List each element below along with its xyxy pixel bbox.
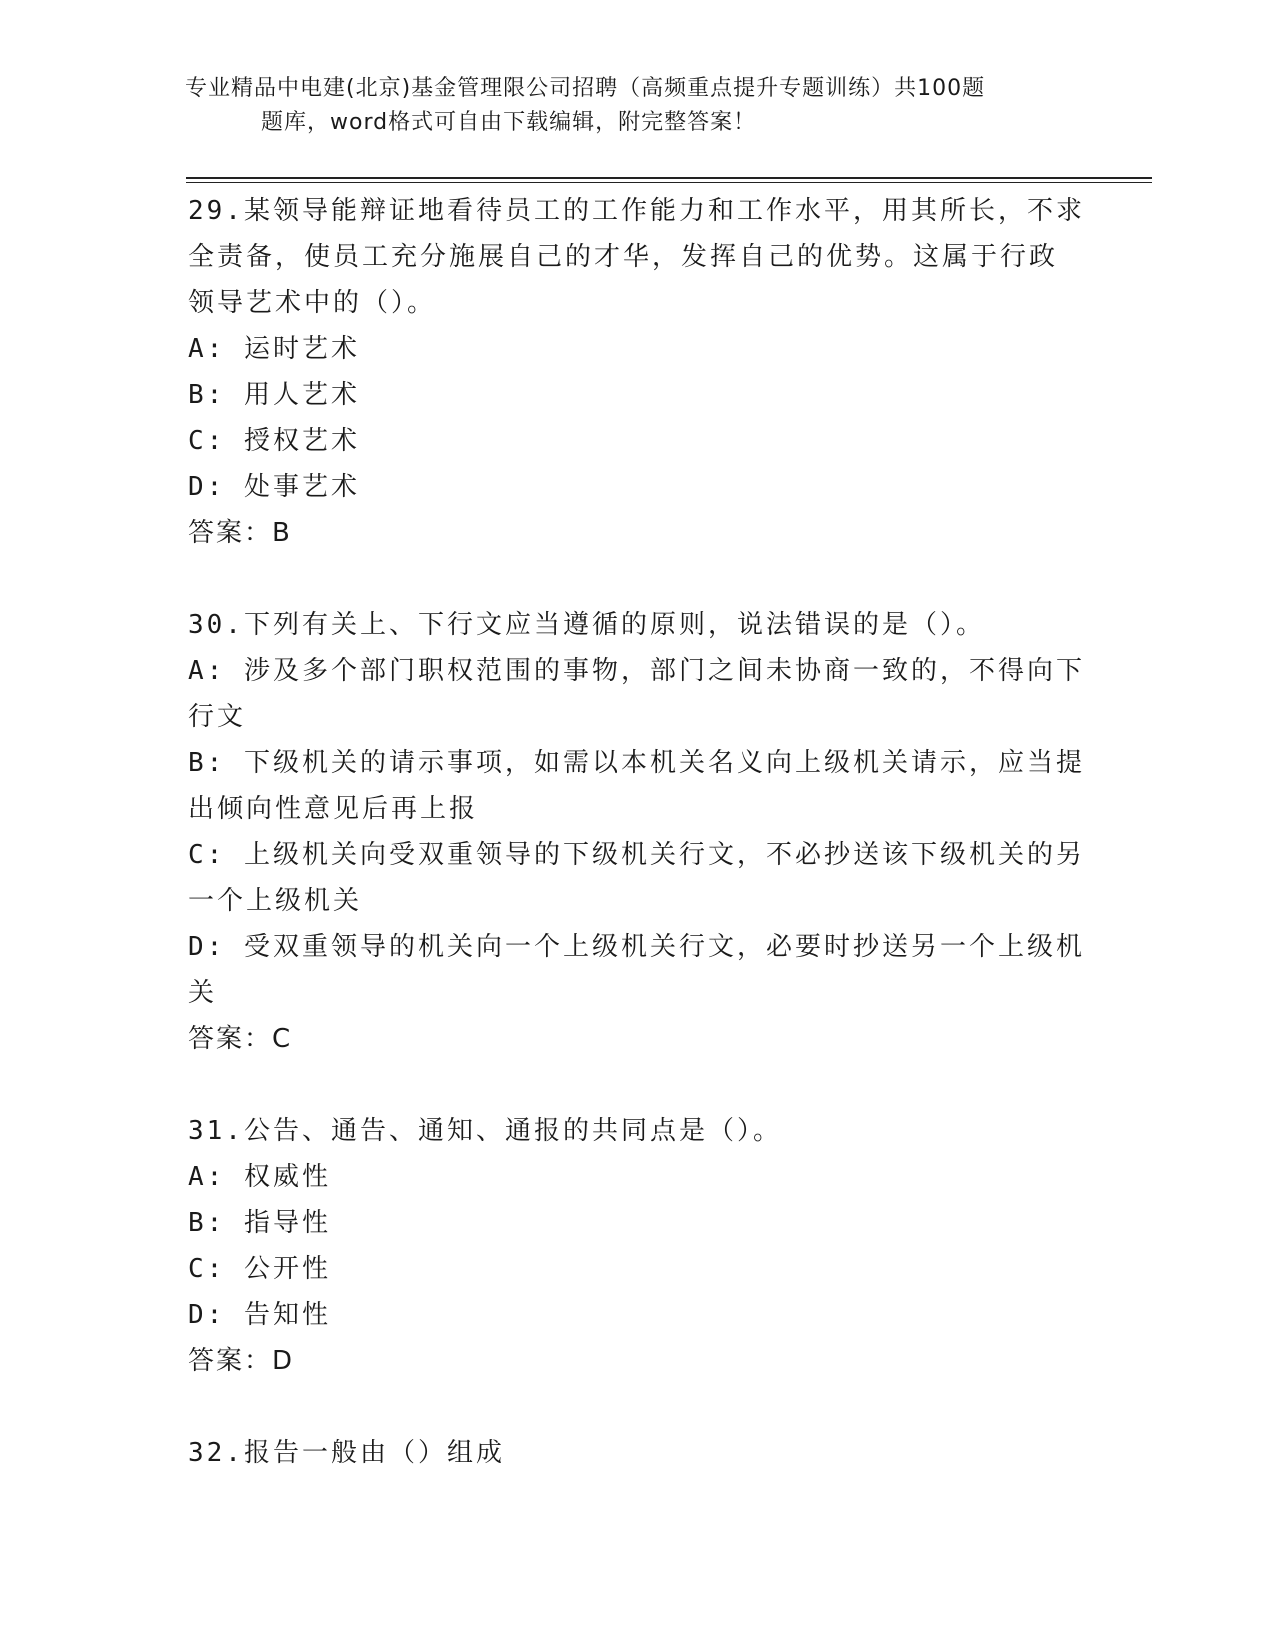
answer-option-line: 行文 xyxy=(188,702,247,732)
question-stem-line: 31.公告、通告、通知、通报的共同点是（）。 xyxy=(188,1116,782,1146)
answer-key: 答案：B xyxy=(188,518,292,548)
answer-option-line: A: 涉及多个部门职权范围的事物，部门之间未协商一致的，不得向下 xyxy=(188,656,1085,686)
question-stem-line: 29.某领导能辩证地看待员工的工作能力和工作水平，用其所长，不求 xyxy=(188,196,1085,226)
answer-option-line: A: 权威性 xyxy=(188,1162,331,1192)
header-line-2: 题库，word格式可自由下载编辑，附完整答案！ xyxy=(261,110,757,135)
answer-key: 答案：D xyxy=(188,1346,295,1376)
answer-option-line: 一个上级机关 xyxy=(188,886,363,916)
question-list xyxy=(188,188,1088,1522)
answer-option-line: C: 授权艺术 xyxy=(188,426,360,456)
answer-option-line: B: 指导性 xyxy=(188,1208,331,1238)
question-block xyxy=(188,1430,1088,1476)
answer-key: 答案：C xyxy=(188,1024,293,1054)
question-block xyxy=(188,188,1088,556)
question-block xyxy=(188,602,1088,1062)
answer-option-line: D: 告知性 xyxy=(188,1300,331,1330)
header-rule-thick xyxy=(186,177,1152,179)
answer-option-line: D: 受双重领导的机关向一个上级机关行文，必要时抄送另一个上级机 xyxy=(188,932,1085,962)
answer-option-line: 出倾向性意见后再上报 xyxy=(188,794,479,824)
answer-option-line: B: 用人艺术 xyxy=(188,380,360,410)
question-block xyxy=(188,1108,1088,1384)
question-stem-line: 32.报告一般由（）组成 xyxy=(188,1438,505,1468)
header-line-1: 专业精品中电建(北京)基金管理限公司招聘（高频重点提升专题训练）共100题 xyxy=(185,76,986,101)
answer-option-line: C: 上级机关向受双重领导的下级机关行文，不必抄送该下级机关的另 xyxy=(188,840,1085,870)
document-header xyxy=(185,72,1085,140)
question-stem-line: 全责备，使员工充分施展自己的才华，发挥自己的优势。这属于行政 xyxy=(188,242,1059,272)
answer-option-line: A: 运时艺术 xyxy=(188,334,360,364)
answer-option-line: 关 xyxy=(188,978,218,1008)
question-stem-line: 领导艺术中的（）。 xyxy=(188,288,437,318)
answer-option-line: B: 下级机关的请示事项，如需以本机关名义向上级机关请示，应当提 xyxy=(188,748,1085,778)
question-stem-line: 30.下列有关上、下行文应当遵循的原则，说法错误的是（）。 xyxy=(188,610,985,640)
answer-option-line: C: 公开性 xyxy=(188,1254,331,1284)
answer-option-line: D: 处事艺术 xyxy=(188,472,360,502)
header-rule-thin xyxy=(186,182,1152,183)
